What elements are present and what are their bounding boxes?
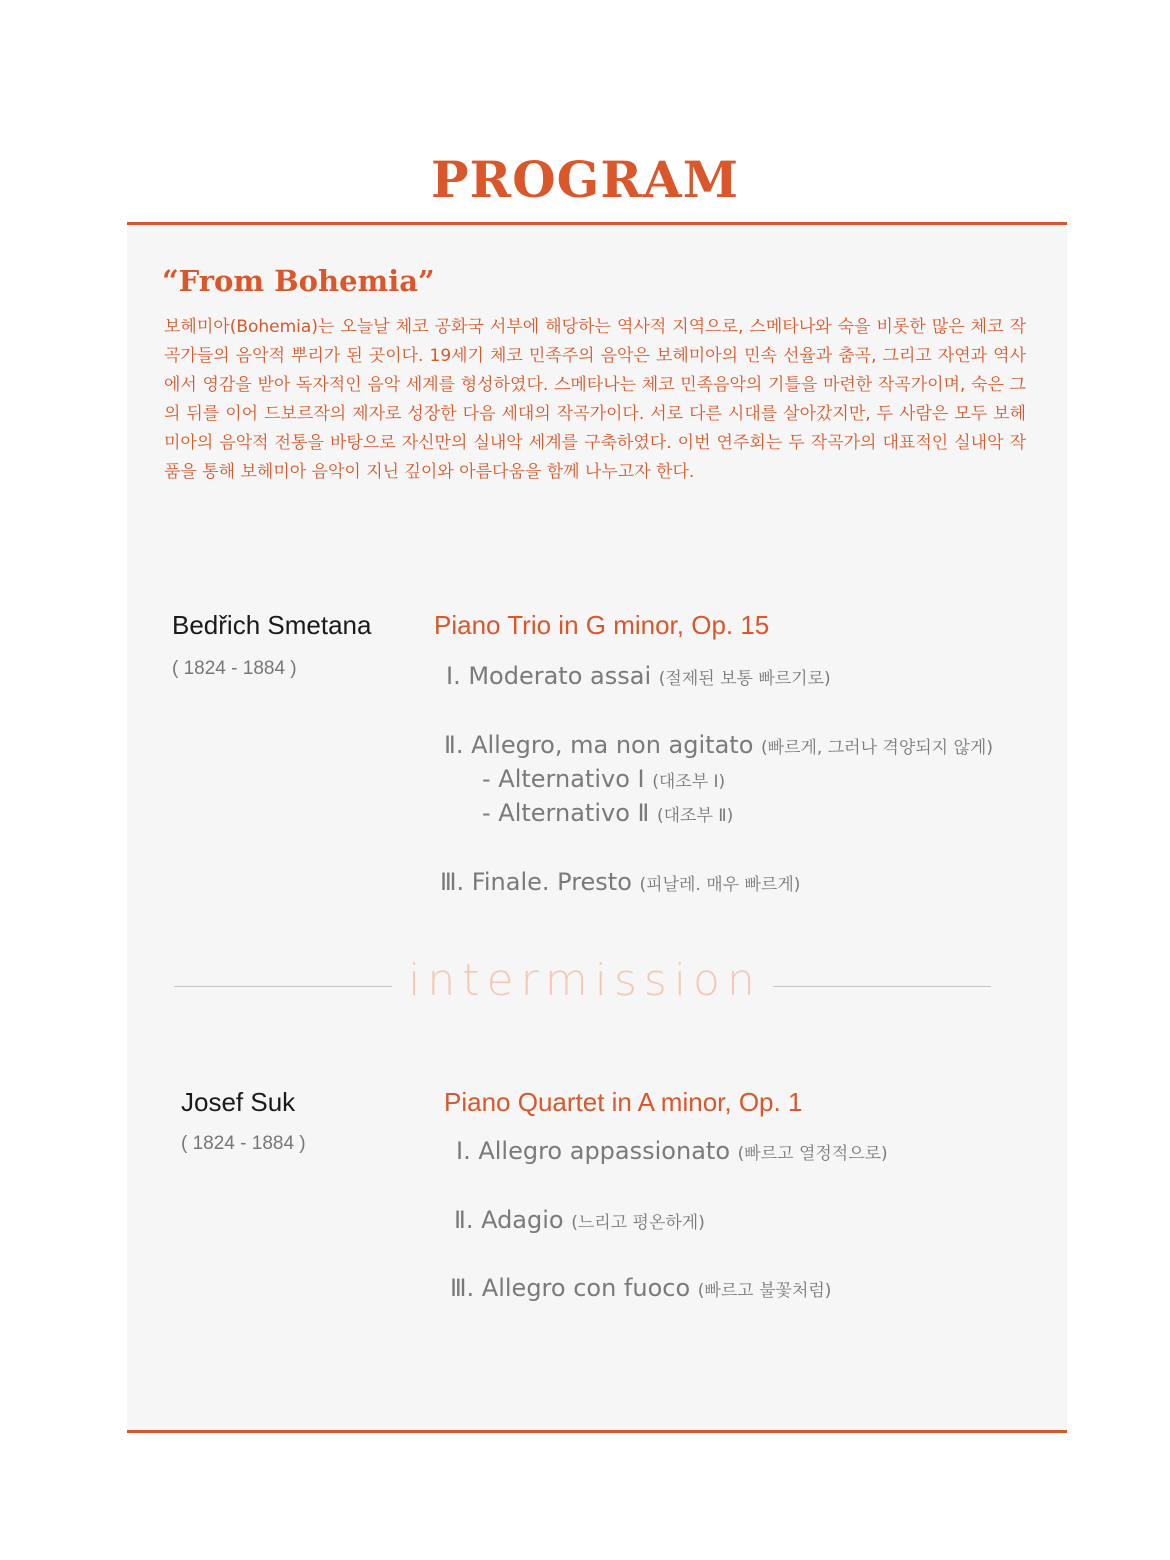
movement-label: Ⅲ. Finale. Presto (440, 868, 632, 896)
movement-korean: (빠르고 불꽃처럼) (697, 1281, 832, 1301)
composer-dates-smetana: ( 1824 - 1884 ) (172, 658, 297, 679)
movement-label: Ⅲ. Allegro con fuoco (450, 1274, 691, 1302)
bottom-rule (127, 1430, 1067, 1433)
work-title-suk: Piano Quartet in A minor, Op. 1 (444, 1087, 803, 1117)
movement-label: Ⅰ. Allegro appassionato (456, 1137, 730, 1165)
movement-korean: (절제된 보통 빠르기로) (658, 669, 831, 689)
composer-name-smetana: Bedřich Smetana (172, 610, 372, 640)
movement-item (440, 868, 800, 896)
movement-subitem (482, 799, 733, 827)
movement-korean: (피날레. 매우 빠르게) (639, 875, 801, 895)
movement-korean: (대조부 Ⅱ) (656, 806, 734, 826)
movement-label: - Alternativo Ⅰ (482, 765, 645, 793)
concert-subtitle: “From Bohemia” (162, 264, 435, 298)
intermission-line-right (773, 986, 991, 987)
movement-korean: (느리고 평온하게) (571, 1213, 705, 1233)
movement-korean: (빠르게, 그러나 격양되지 않게) (761, 738, 993, 758)
composer-name-suk: Josef Suk (181, 1087, 296, 1117)
intro-paragraph: 보헤미아(Bohemia)는 오늘날 체코 공화국 서부에 해당하는 역사적 지역으로, 스메타나와 숙을 비롯한 많은 체코 작곡가들의 음악적 뿌리가 된 곳이다. 19세기 체코 민족주의 음악은 보헤미아의 민속 선율과 춤곡, 그리고 자연과 역사에서 영감을 받아 독자적인 음악 세계를 형성하였다. 스메타나는 체코 민족음악의 기틀을 마련한 작곡가이며, 숙은 그의 뒤를 이어 드보르작의 제자로 성장한 다음 세대의 작곡가이다. 서로 다른 시대를 살아갔지만, 두 사람은 모두 보헤미아의 음악적 전통을 바탕으로 자신만의 실내악 세계를 구축하였다. 이번 연주회는 두 작곡가의 대표적인 실내악 작품을 통해 보헤미아 음악이 지닌 깊이와 아름다움을 함께 나누고자 한다. (164, 317, 1026, 482)
movement-item (454, 1206, 705, 1234)
movement-label: Ⅰ. Moderato assai (446, 662, 652, 690)
movement-item (446, 662, 831, 690)
movement-label: - Alternativo Ⅱ (482, 799, 650, 827)
movement-item (450, 1274, 831, 1302)
movement-item (456, 1137, 888, 1165)
intermission-line-left (174, 986, 392, 987)
composer-dates-suk: ( 1824 - 1884 ) (181, 1133, 306, 1154)
movement-korean: (대조부 Ⅰ) (652, 772, 726, 792)
movement-item (444, 731, 993, 759)
movement-label: Ⅱ. Allegro, ma non agitato (444, 731, 754, 759)
page-title: PROGRAM (430, 150, 740, 209)
work-title-smetana: Piano Trio in G minor, Op. 15 (434, 610, 770, 640)
movement-subitem (482, 765, 725, 793)
intermission-label: intermission (408, 955, 762, 1006)
movement-label: Ⅱ. Adagio (454, 1206, 564, 1234)
movement-korean: (빠르고 열정적으로) (737, 1144, 888, 1164)
